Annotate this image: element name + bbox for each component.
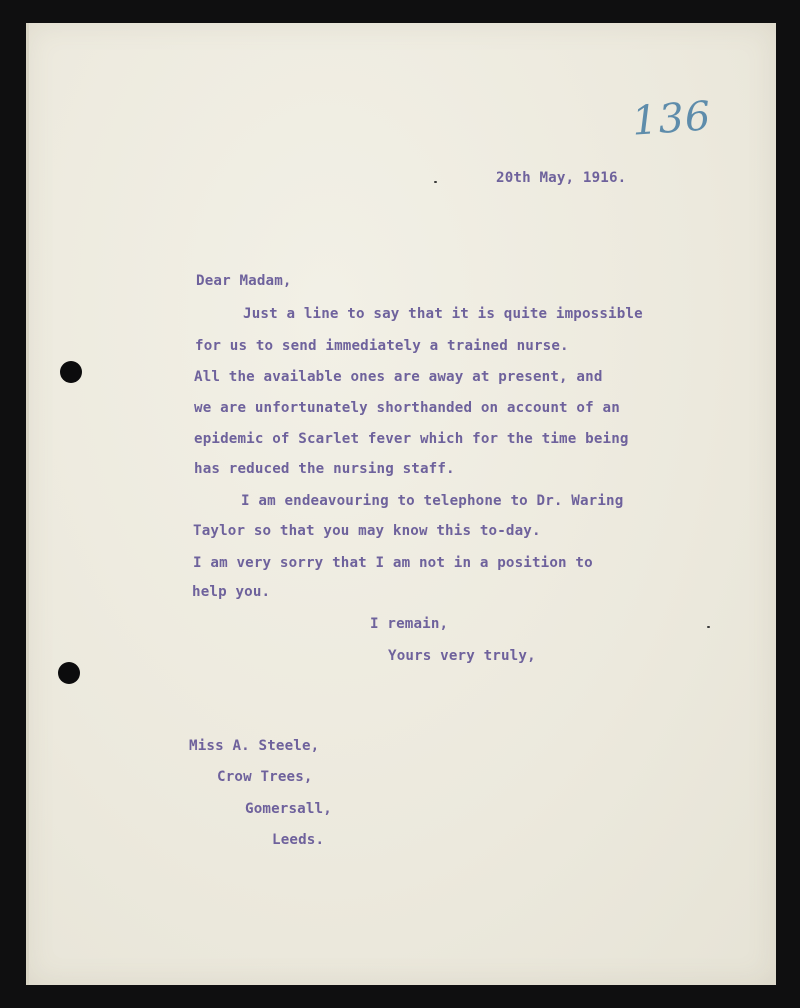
body-line: All the available ones are away at present, and (194, 369, 603, 385)
address-line-name: Miss A. Steele, (189, 738, 320, 754)
address-line-house: Crow Trees, (217, 769, 313, 785)
address-line-city: Leeds. (272, 832, 325, 848)
paper-edge (26, 23, 29, 985)
body-line: has reduced the nursing staff. (194, 461, 455, 477)
folio-number: 136 (630, 93, 713, 145)
body-line: for us to send immediately a trained nurse. (195, 338, 569, 354)
body-line: I am very sorry that I am not in a position to (193, 555, 593, 571)
address-line-village: Gomersall, (245, 801, 332, 817)
closing-remain: I remain, (370, 616, 449, 632)
body-line: Just a line to say that it is quite impossible (243, 306, 643, 322)
paper-speck (434, 181, 437, 183)
body-line: epidemic of Scarlet fever which for the time being (194, 431, 629, 447)
salutation: Dear Madam, (196, 273, 292, 289)
punch-hole-bottom (58, 662, 80, 684)
body-line: I am endeavouring to telephone to Dr. Waring (241, 493, 624, 509)
paper-speck (707, 626, 710, 628)
body-line: Taylor so that you may know this to-day. (193, 523, 541, 539)
body-line: we are unfortunately shorthanded on account of an (194, 400, 620, 416)
closing-signoff: Yours very truly, (388, 648, 536, 664)
body-line: help you. (192, 584, 271, 600)
letter-date: 20th May, 1916. (496, 170, 627, 186)
punch-hole-top (60, 361, 82, 383)
